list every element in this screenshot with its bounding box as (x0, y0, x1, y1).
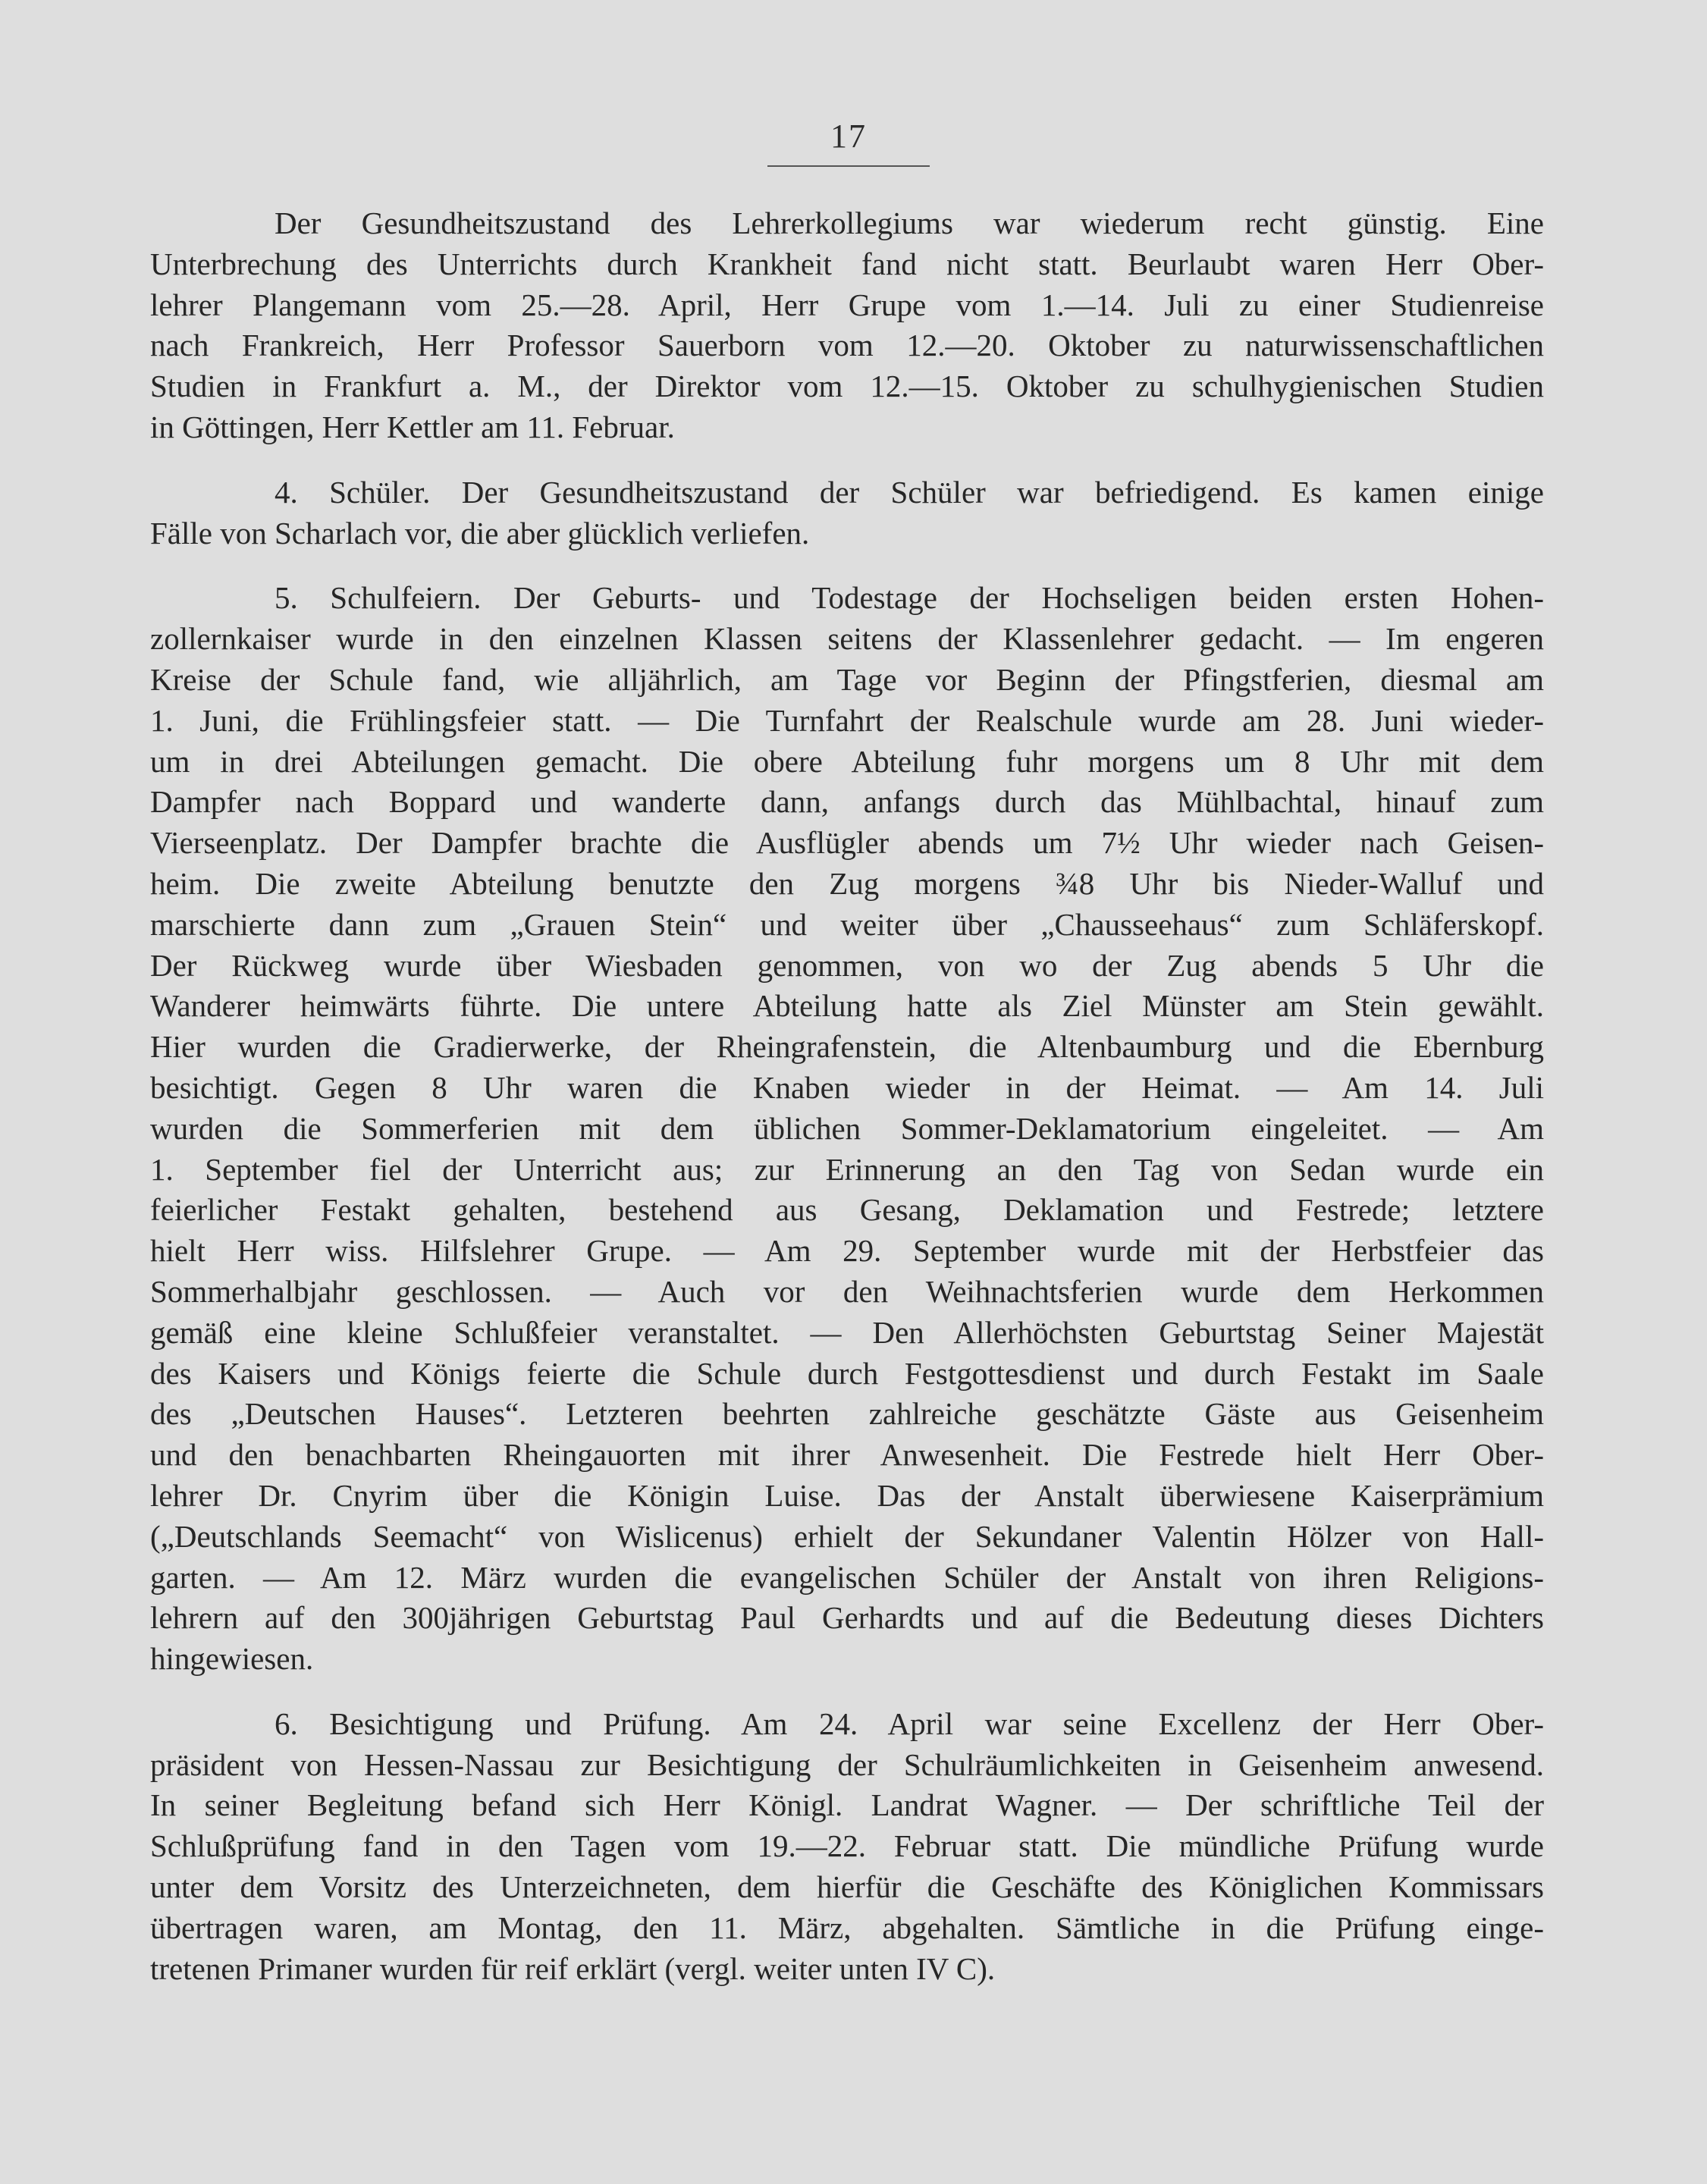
text-line: Hier wurden die Gradierwerke, der Rheingrafenstein, die Altenbaumburg und die Ebernburg (150, 1029, 1544, 1065)
text-line: feierlicher Festakt gehalten, bestehend aus Gesang, Deklamation und Festrede; letztere (150, 1192, 1544, 1228)
text-line: marschierte dann zum „Grauen Stein“ und weiter über „Chausseehaus“ zum Schläferskopf. (150, 906, 1544, 942)
paragraph-section-6-besichtigung (150, 1704, 1544, 1990)
page-header (767, 120, 930, 167)
text-line: garten. — Am 12. März wurden die evangelischen Schüler der Anstalt von ihren Religions- (150, 1559, 1544, 1595)
text-line: hingewiesen. (150, 1641, 314, 1677)
header-rule (767, 165, 930, 167)
text-line: und den benachbarten Rheingauorten mit ihrer Anwesenheit. Die Festrede hielt Herr Ober- (150, 1437, 1544, 1473)
text-line: unter dem Vorsitz des Unterzeichneten, dem hierfür die Geschäfte des Königlichen Kommissars (150, 1869, 1544, 1905)
paragraph-gap (150, 554, 1544, 578)
page-number: 17 (830, 118, 867, 155)
text-line: um in drei Abteilungen gemacht. Die obere Abteilung fuhr morgens um 8 Uhr mit dem (150, 743, 1544, 779)
text-line: Unterbrechung des Unterrichts durch Krankheit fand nicht statt. Beurlaubt waren Herr Ober- (150, 246, 1544, 281)
text-line: Wanderer heimwärts führte. Die untere Abteilung hatte als Ziel Münster am Stein gewählt. (150, 988, 1544, 1024)
text-line: lehrern auf den 300jährigen Geburtstag Paul Gerhardts und auf die Bedeutung dieses Dichters (150, 1600, 1544, 1636)
paragraph-gap (150, 1680, 1544, 1704)
paragraph-teacher-health (150, 203, 1544, 448)
paragraph-gap (150, 448, 1544, 472)
text-line: Fälle von Scharlach vor, die aber glücklich verliefen. (150, 515, 810, 551)
text-line: wurden die Sommerferien mit dem üblichen Sommer-Deklamatorium eingeleitet. — Am (150, 1110, 1544, 1146)
text-line: Der Gesundheitszustand des Lehrerkollegiums war wiederum recht günstig. Eine (275, 206, 1544, 240)
text-line: Schlußprüfung fand in den Tagen vom 19.—22. Februar statt. Die mündliche Prüfung wurde (150, 1828, 1544, 1864)
text-line: präsident von Hessen-Nassau zur Besichtigung der Schulräumlichkeiten in Geisenheim anwesend. (150, 1746, 1544, 1782)
text-line: heim. Die zweite Abteilung benutzte den Zug morgens ¾8 Uhr bis Nieder-Walluf und (150, 865, 1544, 901)
text-line: („Deutschlands Seemacht“ von Wislicenus) erhielt der Sekundaner Valentin Hölzer von Hall- (150, 1518, 1544, 1554)
text-line: Sommerhalbjahr geschlossen. — Auch vor den Weihnachtsferien wurde dem Herkommen (150, 1273, 1544, 1309)
text-line: in Göttingen, Herr Kettler am 11. Februar. (150, 409, 675, 444)
text-line: Studien in Frankfurt a. M., der Direktor vom 12.—15. Oktober zu schulhygienischen Studien (150, 369, 1544, 404)
text-line: tretenen Primaner wurden für reif erklärt (vergl. weiter unten IV C). (150, 1950, 996, 1986)
paragraph-section-4-schueler (150, 472, 1544, 554)
text-line: zollernkaiser wurde in den einzelnen Klassen seitens der Klassenlehrer gedacht. — Im engeren (150, 621, 1544, 657)
paragraph-section-5-schulfeiern (150, 578, 1544, 1680)
text-line: des Kaisers und Königs feierte die Schule durch Festgottesdienst und durch Festakt im Saale (150, 1355, 1544, 1391)
text-line: Kreise der Schule fand, wie alljährlich, am Tage vor Beginn der Pfingstferien, diesmal am (150, 661, 1544, 697)
text-line: 4. Schüler. Der Gesundheitszustand der Schüler war befriedigend. Es kamen einige (275, 474, 1544, 510)
text-line: lehrer Plangemann vom 25.—28. April, Herr Grupe vom 1.—14. Juli zu einer Studienreise (150, 287, 1544, 322)
body-text (150, 203, 1544, 1989)
text-line: hielt Herr wiss. Hilfslehrer Grupe. — Am 29. September wurde mit der Herbstfeier das (150, 1233, 1544, 1269)
text-line: nach Frankreich, Herr Professor Sauerborn vom 12.—20. Oktober zu naturwissenschaftlichen (150, 328, 1544, 363)
text-line: 5. Schulfeiern. Der Geburts- und Todestage der Hochseligen beiden ersten Hohen- (275, 580, 1544, 616)
text-line: besichtigt. Gegen 8 Uhr waren die Knaben wieder in der Heimat. — Am 14. Juli (150, 1069, 1544, 1105)
text-line: 1. Juni, die Frühlingsfeier statt. — Die Turnfahrt der Realschule wurde am 28. Juni wieder- (150, 702, 1544, 738)
text-line: gemäß eine kleine Schlußfeier veranstaltet. — Den Allerhöchsten Geburtstag Seiner Majestät (150, 1314, 1544, 1350)
text-line: Der Rückweg wurde über Wiesbaden genommen, von wo der Zug abends 5 Uhr die (150, 947, 1544, 983)
text-line: des „Deutschen Hauses“. Letzteren beehrten zahlreiche geschätzte Gäste aus Geisenheim (150, 1396, 1544, 1432)
text-line: übertragen waren, am Montag, den 11. März, abgehalten. Sämtliche in die Prüfung einge- (150, 1909, 1544, 1945)
text-line: 1. September fiel der Unterricht aus; zur Erinnerung an den Tag von Sedan wurde ein (150, 1151, 1544, 1187)
text-line: Vierseenplatz. Der Dampfer brachte die Ausflügler abends um 7½ Uhr wieder nach Geisen- (150, 825, 1544, 861)
text-line: 6. Besichtigung und Prüfung. Am 24. April war seine Excellenz der Herr Ober- (275, 1705, 1544, 1741)
text-line: lehrer Dr. Cnyrim über die Königin Luise. Das der Anstalt überwiesene Kaiserprämium (150, 1477, 1544, 1513)
text-line: In seiner Begleitung befand sich Herr Königl. Landrat Wagner. — Der schriftliche Teil der (150, 1787, 1544, 1823)
text-line: Dampfer nach Boppard und wanderte dann, anfangs durch das Mühlbachtal, hinauf zum (150, 784, 1544, 820)
